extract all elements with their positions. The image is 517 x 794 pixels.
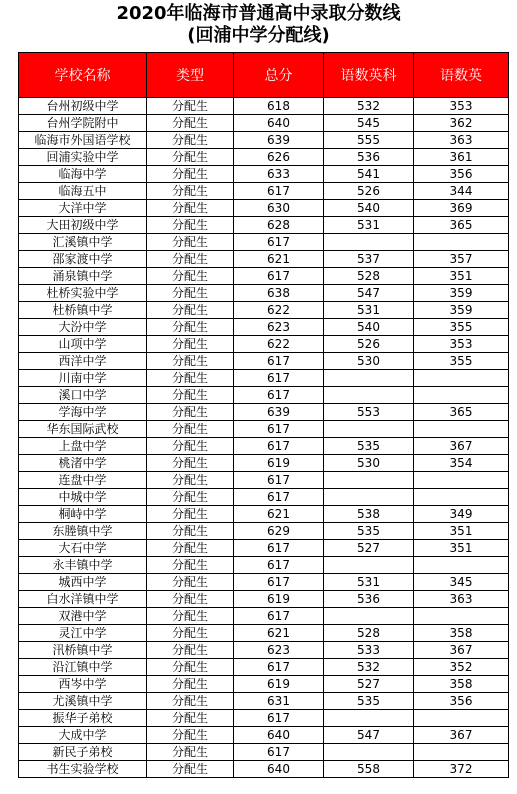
table-row — [19, 149, 509, 166]
school-name-cell: 尤溪镇中学 — [19, 693, 147, 710]
header-chinese-math-english-science: 语数英科 — [324, 53, 414, 98]
type-cell: 分配生 — [147, 659, 234, 676]
cmes-score-cell: 527 — [324, 676, 414, 693]
table-row — [19, 115, 509, 132]
type-cell: 分配生 — [147, 557, 234, 574]
total-score-cell: 619 — [234, 591, 324, 608]
school-name-cell: 大汾中学 — [19, 319, 147, 336]
cmes-score-cell: 540 — [324, 200, 414, 217]
total-score-cell: 617 — [234, 489, 324, 506]
cme-score-cell: 367 — [414, 727, 509, 744]
cme-score-cell: 344 — [414, 183, 509, 200]
cmes-score-cell — [324, 489, 414, 506]
school-name-cell: 沿江镇中学 — [19, 659, 147, 676]
total-score-cell: 630 — [234, 200, 324, 217]
total-score-cell: 617 — [234, 710, 324, 727]
school-name-cell: 桐峙中学 — [19, 506, 147, 523]
cme-score-cell: 349 — [414, 506, 509, 523]
school-name-cell: 双港中学 — [19, 608, 147, 625]
table-row — [19, 251, 509, 268]
total-score-cell: 622 — [234, 336, 324, 353]
cme-score-cell: 352 — [414, 659, 509, 676]
table-row — [19, 404, 509, 421]
cmes-score-cell — [324, 472, 414, 489]
school-name-cell: 学海中学 — [19, 404, 147, 421]
school-name-cell: 连盘中学 — [19, 472, 147, 489]
cmes-score-cell: 530 — [324, 353, 414, 370]
school-name-cell: 西洋中学 — [19, 353, 147, 370]
school-name-cell: 大石中学 — [19, 540, 147, 557]
header-type: 类型 — [147, 53, 234, 98]
table-row — [19, 523, 509, 540]
type-cell: 分配生 — [147, 421, 234, 438]
type-cell: 分配生 — [147, 693, 234, 710]
total-score-cell: 623 — [234, 319, 324, 336]
type-cell: 分配生 — [147, 115, 234, 132]
header-school-name: 学校名称 — [19, 53, 147, 98]
table-row — [19, 421, 509, 438]
total-score-cell: 617 — [234, 608, 324, 625]
cmes-score-cell: 527 — [324, 540, 414, 557]
total-score-cell: 617 — [234, 438, 324, 455]
type-cell: 分配生 — [147, 319, 234, 336]
type-cell: 分配生 — [147, 285, 234, 302]
type-cell: 分配生 — [147, 353, 234, 370]
cme-score-cell: 358 — [414, 676, 509, 693]
table-row — [19, 574, 509, 591]
school-name-cell: 川南中学 — [19, 370, 147, 387]
total-score-cell: 629 — [234, 523, 324, 540]
cme-score-cell — [414, 557, 509, 574]
type-cell: 分配生 — [147, 302, 234, 319]
school-name-cell: 大洋中学 — [19, 200, 147, 217]
cmes-score-cell: 526 — [324, 183, 414, 200]
school-name-cell: 临海市外国语学校 — [19, 132, 147, 149]
total-score-cell: 621 — [234, 625, 324, 642]
table-row — [19, 336, 509, 353]
total-score-cell: 638 — [234, 285, 324, 302]
type-cell: 分配生 — [147, 506, 234, 523]
cmes-score-cell — [324, 608, 414, 625]
table-row — [19, 234, 509, 251]
table-row — [19, 370, 509, 387]
total-score-cell: 618 — [234, 98, 324, 115]
school-name-cell: 杜桥实验中学 — [19, 285, 147, 302]
header-chinese-math-english: 语数英 — [414, 53, 509, 98]
cmes-score-cell: 535 — [324, 693, 414, 710]
school-name-cell: 大成中学 — [19, 727, 147, 744]
type-cell: 分配生 — [147, 132, 234, 149]
school-name-cell: 台州学院附中 — [19, 115, 147, 132]
table-row — [19, 302, 509, 319]
total-score-cell: 617 — [234, 574, 324, 591]
cme-score-cell: 359 — [414, 302, 509, 319]
cmes-score-cell: 535 — [324, 438, 414, 455]
table-row — [19, 387, 509, 404]
type-cell: 分配生 — [147, 540, 234, 557]
total-score-cell: 617 — [234, 183, 324, 200]
type-cell: 分配生 — [147, 149, 234, 166]
cmes-score-cell — [324, 234, 414, 251]
table-row — [19, 642, 509, 659]
cme-score-cell: 356 — [414, 693, 509, 710]
table-row — [19, 693, 509, 710]
cmes-score-cell: 528 — [324, 268, 414, 285]
type-cell: 分配生 — [147, 744, 234, 761]
cme-score-cell — [414, 370, 509, 387]
page-subtitle: (回浦中学分配线) — [187, 25, 330, 46]
type-cell: 分配生 — [147, 217, 234, 234]
school-name-cell: 临海中学 — [19, 166, 147, 183]
total-score-cell: 617 — [234, 421, 324, 438]
cmes-score-cell: 555 — [324, 132, 414, 149]
table-row — [19, 727, 509, 744]
cmes-score-cell: 536 — [324, 591, 414, 608]
cmes-score-cell — [324, 710, 414, 727]
cme-score-cell: 363 — [414, 132, 509, 149]
cmes-score-cell: 535 — [324, 523, 414, 540]
type-cell: 分配生 — [147, 370, 234, 387]
table-row — [19, 591, 509, 608]
cmes-score-cell: 531 — [324, 574, 414, 591]
cmes-score-cell — [324, 421, 414, 438]
cmes-score-cell — [324, 557, 414, 574]
cme-score-cell: 361 — [414, 149, 509, 166]
school-name-cell: 新民子弟校 — [19, 744, 147, 761]
table-row — [19, 557, 509, 574]
total-score-cell: 621 — [234, 506, 324, 523]
cmes-score-cell: 532 — [324, 98, 414, 115]
total-score-cell: 619 — [234, 455, 324, 472]
cme-score-cell: 353 — [414, 336, 509, 353]
total-score-cell: 631 — [234, 693, 324, 710]
school-name-cell: 汛桥镇中学 — [19, 642, 147, 659]
cme-score-cell: 354 — [414, 455, 509, 472]
cmes-score-cell: 537 — [324, 251, 414, 268]
type-cell: 分配生 — [147, 268, 234, 285]
total-score-cell: 617 — [234, 472, 324, 489]
total-score-cell: 633 — [234, 166, 324, 183]
cmes-score-cell: 530 — [324, 455, 414, 472]
cmes-score-cell: 540 — [324, 319, 414, 336]
total-score-cell: 640 — [234, 115, 324, 132]
cme-score-cell: 359 — [414, 285, 509, 302]
total-score-cell: 617 — [234, 540, 324, 557]
school-name-cell: 书生实验学校 — [19, 761, 147, 778]
cmes-score-cell — [324, 744, 414, 761]
table-row — [19, 625, 509, 642]
total-score-cell: 619 — [234, 676, 324, 693]
type-cell: 分配生 — [147, 523, 234, 540]
total-score-cell: 640 — [234, 761, 324, 778]
total-score-cell: 617 — [234, 234, 324, 251]
table-row — [19, 353, 509, 370]
school-name-cell: 振华子弟校 — [19, 710, 147, 727]
school-name-cell: 西岑中学 — [19, 676, 147, 693]
type-cell: 分配生 — [147, 183, 234, 200]
table-row — [19, 438, 509, 455]
cme-score-cell — [414, 710, 509, 727]
cmes-score-cell: 547 — [324, 285, 414, 302]
type-cell: 分配生 — [147, 455, 234, 472]
cme-score-cell: 351 — [414, 540, 509, 557]
cme-score-cell: 351 — [414, 523, 509, 540]
cme-score-cell: 369 — [414, 200, 509, 217]
type-cell: 分配生 — [147, 200, 234, 217]
cme-score-cell: 365 — [414, 217, 509, 234]
school-name-cell: 台州初级中学 — [19, 98, 147, 115]
school-name-cell: 溪口中学 — [19, 387, 147, 404]
type-cell: 分配生 — [147, 251, 234, 268]
school-name-cell: 灵江中学 — [19, 625, 147, 642]
cme-score-cell: 372 — [414, 761, 509, 778]
cme-score-cell: 358 — [414, 625, 509, 642]
table-row — [19, 217, 509, 234]
cme-score-cell: 365 — [414, 404, 509, 421]
school-name-cell: 中城中学 — [19, 489, 147, 506]
type-cell: 分配生 — [147, 336, 234, 353]
total-score-cell: 622 — [234, 302, 324, 319]
cmes-score-cell: 533 — [324, 642, 414, 659]
total-score-cell: 640 — [234, 727, 324, 744]
type-cell: 分配生 — [147, 642, 234, 659]
score-table — [18, 52, 509, 778]
cmes-score-cell: 531 — [324, 302, 414, 319]
cmes-score-cell: 553 — [324, 404, 414, 421]
table-row — [19, 200, 509, 217]
cmes-score-cell: 538 — [324, 506, 414, 523]
school-name-cell: 东塍镇中学 — [19, 523, 147, 540]
school-name-cell: 城西中学 — [19, 574, 147, 591]
page-title: 2020年临海市普通高中录取分数线 — [116, 3, 401, 24]
cmes-score-cell: 532 — [324, 659, 414, 676]
type-cell: 分配生 — [147, 98, 234, 115]
type-cell: 分配生 — [147, 710, 234, 727]
type-cell: 分配生 — [147, 608, 234, 625]
cme-score-cell: 351 — [414, 268, 509, 285]
cme-score-cell — [414, 421, 509, 438]
total-score-cell: 617 — [234, 387, 324, 404]
total-score-cell: 621 — [234, 251, 324, 268]
table-header-row — [19, 53, 509, 98]
cme-score-cell: 357 — [414, 251, 509, 268]
table-row — [19, 676, 509, 693]
table-row — [19, 659, 509, 676]
cme-score-cell: 355 — [414, 319, 509, 336]
type-cell: 分配生 — [147, 574, 234, 591]
school-name-cell: 涌泉镇中学 — [19, 268, 147, 285]
total-score-cell: 617 — [234, 353, 324, 370]
table-row — [19, 166, 509, 183]
table-row — [19, 319, 509, 336]
cmes-score-cell: 547 — [324, 727, 414, 744]
type-cell: 分配生 — [147, 438, 234, 455]
cme-score-cell: 355 — [414, 353, 509, 370]
table-row — [19, 608, 509, 625]
cme-score-cell: 356 — [414, 166, 509, 183]
cme-score-cell: 367 — [414, 642, 509, 659]
type-cell: 分配生 — [147, 404, 234, 421]
table-row — [19, 285, 509, 302]
total-score-cell: 639 — [234, 132, 324, 149]
cmes-score-cell: 558 — [324, 761, 414, 778]
cme-score-cell — [414, 608, 509, 625]
school-name-cell: 汇溪镇中学 — [19, 234, 147, 251]
cmes-score-cell: 545 — [324, 115, 414, 132]
total-score-cell: 617 — [234, 557, 324, 574]
table-row — [19, 710, 509, 727]
cmes-score-cell — [324, 387, 414, 404]
school-name-cell: 杜桥镇中学 — [19, 302, 147, 319]
type-cell: 分配生 — [147, 472, 234, 489]
total-score-cell: 639 — [234, 404, 324, 421]
school-name-cell: 上盘中学 — [19, 438, 147, 455]
cmes-score-cell: 528 — [324, 625, 414, 642]
type-cell: 分配生 — [147, 625, 234, 642]
table-row — [19, 761, 509, 778]
type-cell: 分配生 — [147, 676, 234, 693]
cme-score-cell: 362 — [414, 115, 509, 132]
table-row — [19, 455, 509, 472]
total-score-cell: 617 — [234, 744, 324, 761]
school-name-cell: 永丰镇中学 — [19, 557, 147, 574]
school-name-cell: 回浦实验中学 — [19, 149, 147, 166]
cme-score-cell — [414, 472, 509, 489]
cme-score-cell — [414, 234, 509, 251]
table-row — [19, 540, 509, 557]
total-score-cell: 617 — [234, 268, 324, 285]
cmes-score-cell: 541 — [324, 166, 414, 183]
cme-score-cell: 363 — [414, 591, 509, 608]
school-name-cell: 白水洋镇中学 — [19, 591, 147, 608]
school-name-cell: 山项中学 — [19, 336, 147, 353]
cmes-score-cell: 531 — [324, 217, 414, 234]
type-cell: 分配生 — [147, 761, 234, 778]
total-score-cell: 623 — [234, 642, 324, 659]
type-cell: 分配生 — [147, 387, 234, 404]
total-score-cell: 628 — [234, 217, 324, 234]
table-row — [19, 268, 509, 285]
table-row — [19, 506, 509, 523]
type-cell: 分配生 — [147, 489, 234, 506]
cme-score-cell: 345 — [414, 574, 509, 591]
cmes-score-cell: 526 — [324, 336, 414, 353]
total-score-cell: 626 — [234, 149, 324, 166]
table-row — [19, 744, 509, 761]
cme-score-cell — [414, 744, 509, 761]
type-cell: 分配生 — [147, 591, 234, 608]
cme-score-cell — [414, 489, 509, 506]
table-row — [19, 98, 509, 115]
table-row — [19, 132, 509, 149]
type-cell: 分配生 — [147, 166, 234, 183]
total-score-cell: 617 — [234, 370, 324, 387]
school-name-cell: 桃渚中学 — [19, 455, 147, 472]
cmes-score-cell: 536 — [324, 149, 414, 166]
cme-score-cell: 353 — [414, 98, 509, 115]
school-name-cell: 大田初级中学 — [19, 217, 147, 234]
total-score-cell: 617 — [234, 659, 324, 676]
cme-score-cell — [414, 387, 509, 404]
header-total-score: 总分 — [234, 53, 324, 98]
cmes-score-cell — [324, 370, 414, 387]
school-name-cell: 邵家渡中学 — [19, 251, 147, 268]
school-name-cell: 华东国际武校 — [19, 421, 147, 438]
table-row — [19, 183, 509, 200]
type-cell: 分配生 — [147, 727, 234, 744]
school-name-cell: 临海五中 — [19, 183, 147, 200]
table-row — [19, 489, 509, 506]
table-row — [19, 472, 509, 489]
type-cell: 分配生 — [147, 234, 234, 251]
table-body — [19, 98, 509, 778]
cme-score-cell: 367 — [414, 438, 509, 455]
